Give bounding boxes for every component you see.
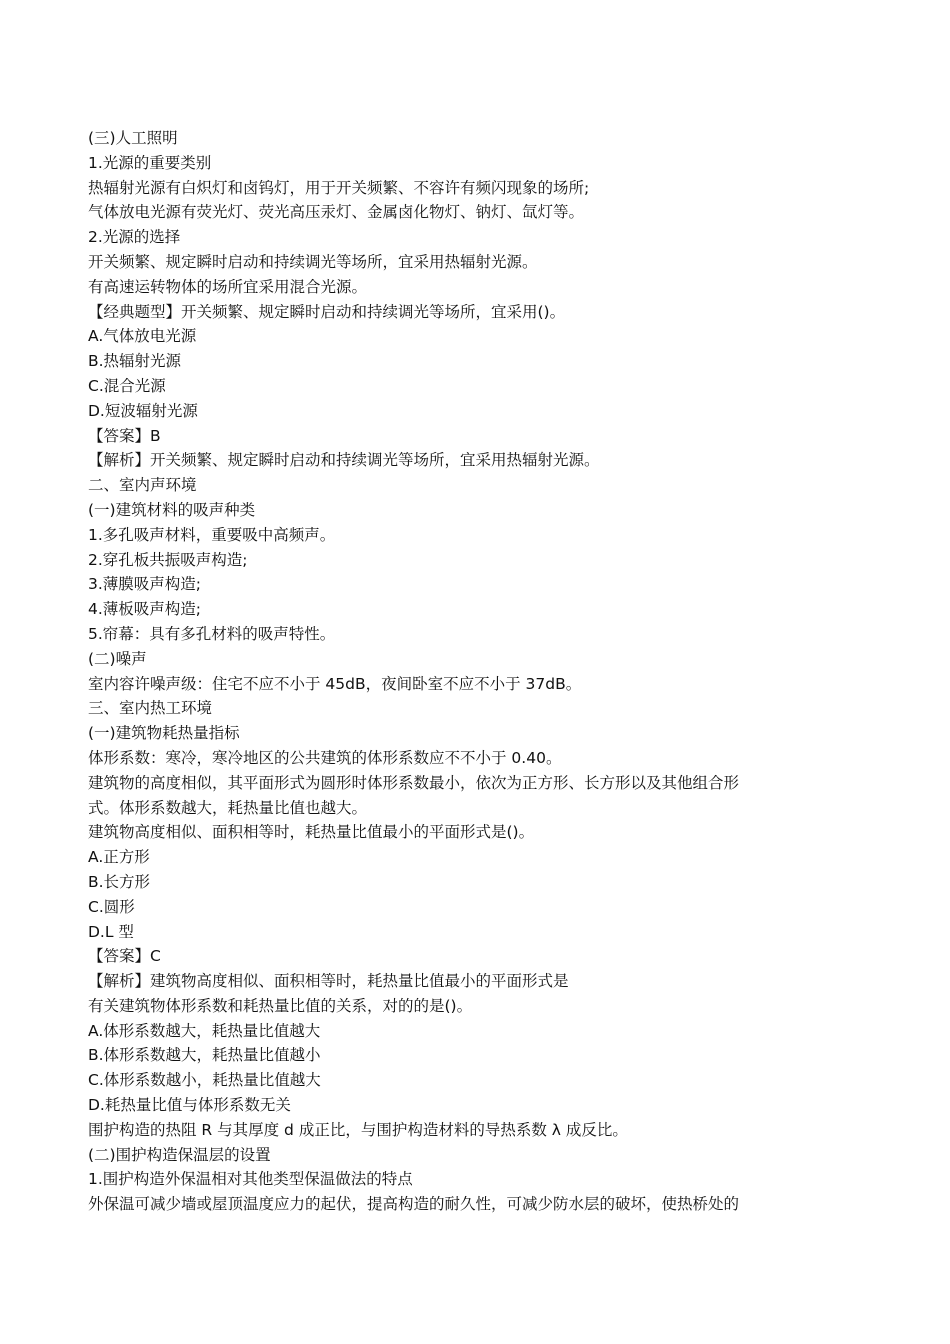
- list-item: 3.薄膜吸声构造;: [88, 575, 202, 594]
- option-line: B.热辐射光源: [88, 352, 182, 371]
- option-line: B.长方形: [88, 872, 151, 891]
- subheading-light-source-selection: 2.光源的选择: [88, 228, 181, 247]
- option-line: C.圆形: [88, 897, 135, 916]
- paragraph-line: 开关频繁、规定瞬时启动和持续调光等场所，宜采用热辐射光源。: [88, 252, 538, 271]
- list-item: 2.穿孔板共振吸声构造;: [88, 550, 248, 569]
- answer-line: 【答案】B: [88, 426, 161, 445]
- option-line: A.体形系数越大，耗热量比值越大: [88, 1021, 321, 1040]
- section-heading-indoor-thermal: 三、室内热工环境: [88, 699, 213, 718]
- list-item: 4.薄板吸声构造;: [88, 600, 202, 619]
- paragraph-line: 围护构造的热阻 R 与其厚度 d 成正比，与围护构造材料的导热系数 λ 成反比。: [88, 1120, 628, 1139]
- section-heading-artificial-lighting: (三)人工照明: [88, 129, 178, 147]
- question-line: 有关建筑物体形系数和耗热量比值的关系，对的的是()。: [88, 996, 473, 1015]
- question-line: 建筑物高度相似、面积相等时，耗热量比值最小的平面形式是()。: [88, 823, 535, 842]
- option-line: A.正方形: [88, 848, 150, 867]
- option-line: D.耗热量比值与体形系数无关: [88, 1096, 291, 1115]
- option-line: C.体形系数越小，耗热量比值越大: [88, 1071, 321, 1090]
- subheading-absorption-types: (一)建筑材料的吸声种类: [88, 500, 256, 519]
- paragraph-line: 外保温可减少墙或屋顶温度应力的起伏，提高构造的耐久性，可减少防水层的破坏，使热桥处的: [88, 1195, 740, 1214]
- option-line: D.L 型: [88, 922, 134, 941]
- section-heading-indoor-acoustics: 二、室内声环境: [88, 476, 197, 495]
- paragraph-line: 热辐射光源有白炽灯和卤钨灯，用于开关频繁、不容许有频闪现象的场所;: [88, 178, 590, 197]
- document-body: [88, 126, 808, 1217]
- subheading-light-source-categories: 1.光源的重要类别: [88, 153, 212, 172]
- paragraph-line: 气体放电光源有荧光灯、荧光高压汞灯、金属卤化物灯、钠灯、氙灯等。: [88, 203, 585, 222]
- paragraph-line: 室内容许噪声级：住宅不应不小于 45dB，夜间卧室不应不小于 37dB。: [88, 674, 582, 693]
- paragraph-line: 有高速运转物体的场所宜采用混合光源。: [88, 277, 368, 296]
- option-line: D.短波辐射光源: [88, 401, 198, 420]
- question-line: 【经典题型】开关频繁、规定瞬时启动和持续调光等场所，宜采用()。: [88, 302, 566, 321]
- option-line: A.气体放电光源: [88, 327, 197, 346]
- paragraph-line: 体形系数：寒冷，寒冷地区的公共建筑的体形系数应不不小于 0.40。: [88, 748, 562, 767]
- list-item: 1.多孔吸声材料，重要吸中高频声。: [88, 525, 336, 544]
- list-item: 5.帘幕：具有多孔材料的吸声特性。: [88, 624, 336, 643]
- subheading-heat-loss-index: (一)建筑物耗热量指标: [88, 724, 240, 743]
- option-line: C.混合光源: [88, 376, 166, 395]
- analysis-line: 【解析】建筑物高度相似、面积相等时，耗热量比值最小的平面形式是: [88, 972, 569, 991]
- option-line: B.体形系数越大，耗热量比值越小: [88, 1046, 321, 1065]
- subheading-insulation-layer: (二)围护构造保温层的设置: [88, 1145, 271, 1164]
- subheading-external-insulation: 1.围护构造外保温相对其他类型保温做法的特点: [88, 1170, 413, 1189]
- paragraph-line: 建筑物的高度相似，其平面形式为圆形时体形系数最小，依次为正方形、长方形以及其他组合形: [88, 773, 740, 792]
- analysis-line: 【解析】开关频繁、规定瞬时启动和持续调光等场所，宜采用热辐射光源。: [88, 451, 600, 470]
- answer-line: 【答案】C: [88, 947, 161, 966]
- paragraph-line: 式。体形系数越大，耗热量比值也越大。: [88, 798, 368, 817]
- subheading-noise: (二)噪声: [88, 649, 147, 668]
